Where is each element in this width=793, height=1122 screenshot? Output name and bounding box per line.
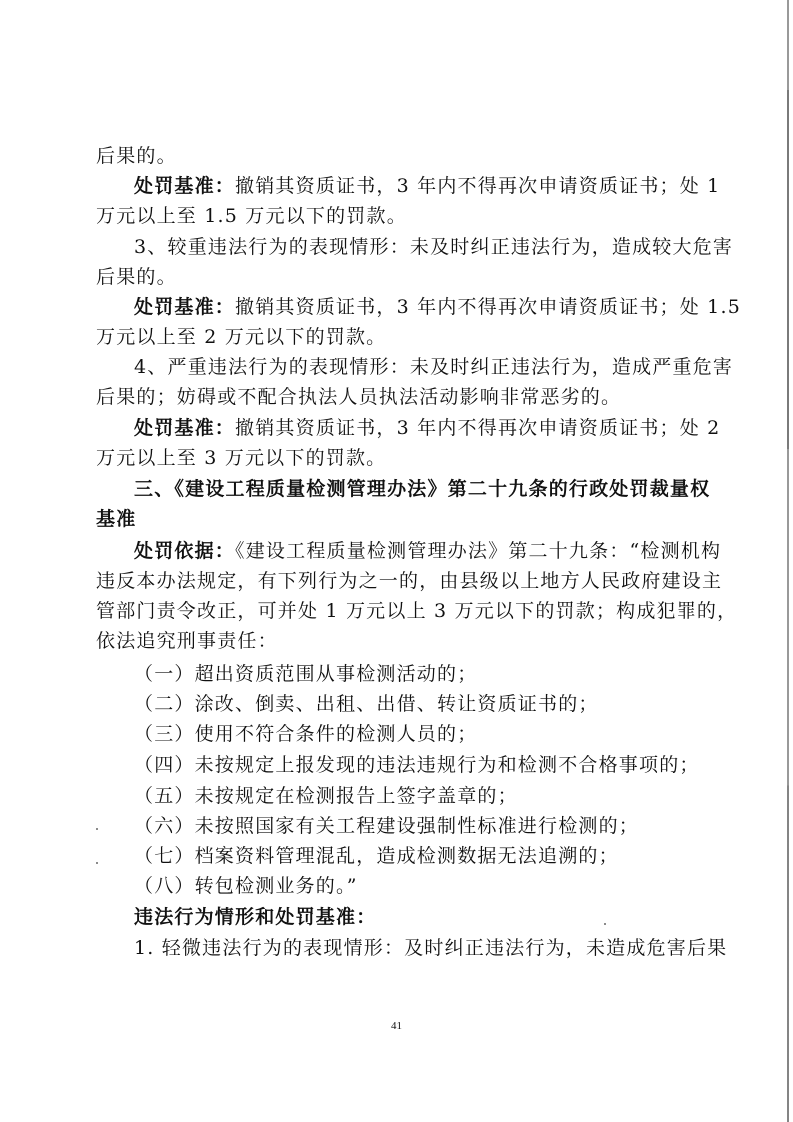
scan-speck <box>96 862 98 864</box>
text-line: 1. 轻微违法行为的表现情形：及时纠正违法行为，未造成危害后果 <box>134 937 728 959</box>
text-line: 处罚基准：撤销其资质证书，3 年内不得再次申请资质证书；处 1.5 <box>134 296 742 318</box>
text-line: 万元以上至 3 万元以下的罚款。 <box>96 447 387 469</box>
page-number: 41 <box>391 1020 402 1032</box>
text-line: 处罚依据：《建设工程质量检测管理办法》第二十九条：“检测机构 <box>134 540 722 562</box>
list-item: （二）涂改、倒卖、出租、出借、转让资质证书的； <box>134 693 599 715</box>
text-line: 处罚基准：撤销其资质证书，3 年内不得再次申请资质证书；处 1 <box>134 175 721 197</box>
text-line: 万元以上至 2 万元以下的罚款。 <box>96 326 387 348</box>
text-line: 依法追究刑事责任： <box>96 630 278 652</box>
section-heading: 三、《建设工程质量检测管理办法》第二十九条的行政处罚裁量权 <box>134 478 711 500</box>
section-heading: 基准 <box>96 508 137 530</box>
list-item: （四）未按规定上报发现的违法违规行为和检测不合格事项的； <box>134 754 700 776</box>
text-line: 后果的。 <box>96 266 177 288</box>
label-penalty-basis: 处罚基准： <box>134 417 236 439</box>
text-line: 处罚基准：撤销其资质证书，3 年内不得再次申请资质证书；处 2 <box>134 417 721 439</box>
label-penalty-basis: 处罚基准： <box>134 175 236 197</box>
scan-speck <box>604 923 606 925</box>
text-line: 后果的。 <box>96 145 177 167</box>
scan-speck <box>96 828 98 830</box>
text-line: 3、较重违法行为的表现情形：未及时纠正违法行为，造成较大危害 <box>134 236 734 258</box>
label-penalty-basis: 处罚基准： <box>134 296 236 318</box>
list-item: （五）未按规定在检测报告上签字盖章的； <box>134 785 518 807</box>
subsection-heading: 违法行为情形和处罚基准： <box>134 906 377 928</box>
text-line: 管部门责令改正，可并处 1 万元以上 3 万元以下的罚款；构成犯罪的， <box>96 600 738 622</box>
list-item: （三）使用不符合条件的检测人员的； <box>134 723 478 745</box>
text-line: 后果的；妨碍或不配合执法人员执法活动影响非常恶劣的。 <box>96 386 622 408</box>
text-line: 4、严重违法行为的表现情形：未及时纠正违法行为，造成严重危害 <box>134 356 734 378</box>
list-item: （八）转包检测业务的。” <box>134 875 358 897</box>
list-item: （一）超出资质范围从事检测活动的； <box>134 663 478 685</box>
text-line: 违反本办法规定，有下列行为之一的，由县级以上地方人民政府建设主 <box>96 570 723 592</box>
list-item: （七）档案资料管理混乱，造成检测数据无法追溯的； <box>134 845 619 867</box>
list-item: （六）未按照国家有关工程建设强制性标准进行检测的； <box>134 815 640 837</box>
text-line: 万元以上至 1.5 万元以下的罚款。 <box>96 205 407 227</box>
label-penalty-grounds: 处罚依据： <box>134 540 236 562</box>
